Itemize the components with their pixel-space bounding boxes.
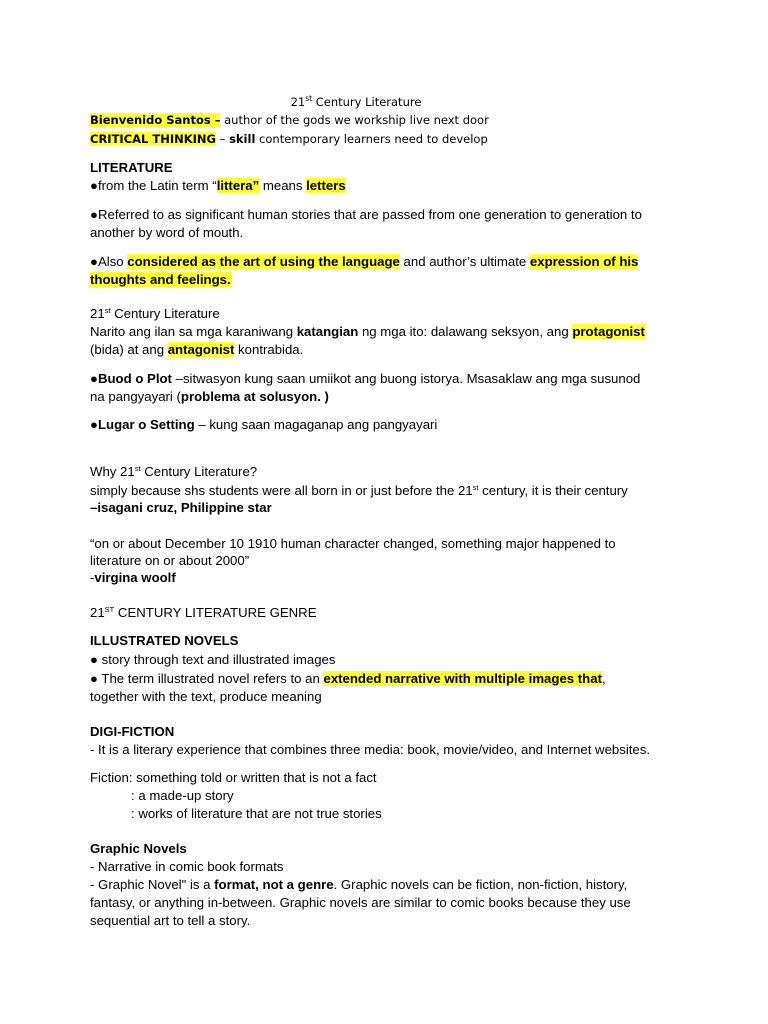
- illustrated-line-2: ● The term illustrated novel refers to an extended narrative with multiple images that,: [90, 671, 606, 686]
- why-attribution: –isagani cruz, Philippine star: [90, 500, 272, 515]
- graphic-line-4: sequential art to tell a story.: [90, 913, 251, 928]
- digi-line: - It is a literary experience that combines three media: book, movie/video, and Internet websites.: [90, 742, 651, 757]
- century-heading: 21st Century Literature: [90, 306, 220, 321]
- art-line-1: ●Also considered as the art of using the language and author’s ultimate expression of his: [90, 254, 639, 269]
- latin-term-line: ●from the Latin term “littera” means letters: [90, 178, 346, 193]
- digi-heading: DIGI-FICTION: [90, 724, 175, 739]
- why-line-1: simply because shs students were all born in or just before the 21st century, it is their century: [90, 483, 628, 498]
- art-line-2: thoughts and feelings.: [90, 272, 231, 287]
- illustrated-line-3: together with the text, produce meaning: [90, 689, 322, 704]
- illustrated-heading: ILLUSTRATED NOVELS: [90, 633, 239, 648]
- setting-line: ●Lugar o Setting – kung saan magaganap ang pangyayari: [90, 417, 438, 432]
- graphic-line-3: fantasy, or anything in-between. Graphic novels are similar to comic books because they use: [90, 895, 631, 910]
- graphic-line-1: - Narrative in comic book formats: [90, 859, 284, 874]
- quote-attribution: -virgina woolf: [90, 570, 176, 585]
- graphic-heading: Graphic Novels: [90, 841, 187, 856]
- illustrated-line-1: ● story through text and illustrated images: [90, 652, 336, 667]
- fiction-line-1: Fiction: something told or written that is not a fact: [90, 770, 377, 785]
- plot-line-1: ●Buod o Plot –sitwasyon kung saan umiikot ang buong istorya. Msasaklaw ang mga susunod: [90, 371, 641, 386]
- literature-heading: LITERATURE: [90, 160, 173, 175]
- quote-line-2: literature on or about 2000”: [90, 553, 250, 568]
- graphic-line-2: - Graphic Novel" is a format, not a genre. Graphic novels can be fiction, non-fiction, history,: [90, 877, 628, 892]
- plot-line-2: na pangyayari (problema at solusyon. ): [90, 389, 329, 404]
- doc-title: 21st Century Literature: [290, 94, 422, 109]
- genre-heading: 21ST CENTURY LITERATURE GENRE: [90, 605, 317, 620]
- why-heading: Why 21st Century Literature?: [90, 464, 258, 479]
- author-line: Bienvenido Santos – author of the gods we workship live next door: [90, 113, 489, 127]
- definition-line-2: another by word of mouth.: [90, 225, 244, 240]
- quote-line-1: “on or about December 10 1910 human character changed, something major happened to: [90, 536, 616, 551]
- katangian-line-1: Narito ang ilan sa mga karaniwang katangian ng mga ito: dalawang seksyon, ang protagonist: [90, 324, 645, 339]
- definition-line-1: ●Referred to as significant human stories that are passed from one generation to generation to: [90, 207, 642, 222]
- critical-thinking-line: CRITICAL THINKING – skill contemporary learners need to develop: [90, 132, 488, 146]
- fiction-line-3: : works of literature that are not true stories: [131, 806, 382, 821]
- katangian-line-2: (bida) at ang antagonist kontrabida.: [90, 342, 304, 357]
- fiction-line-2: : a made-up story: [131, 788, 234, 803]
